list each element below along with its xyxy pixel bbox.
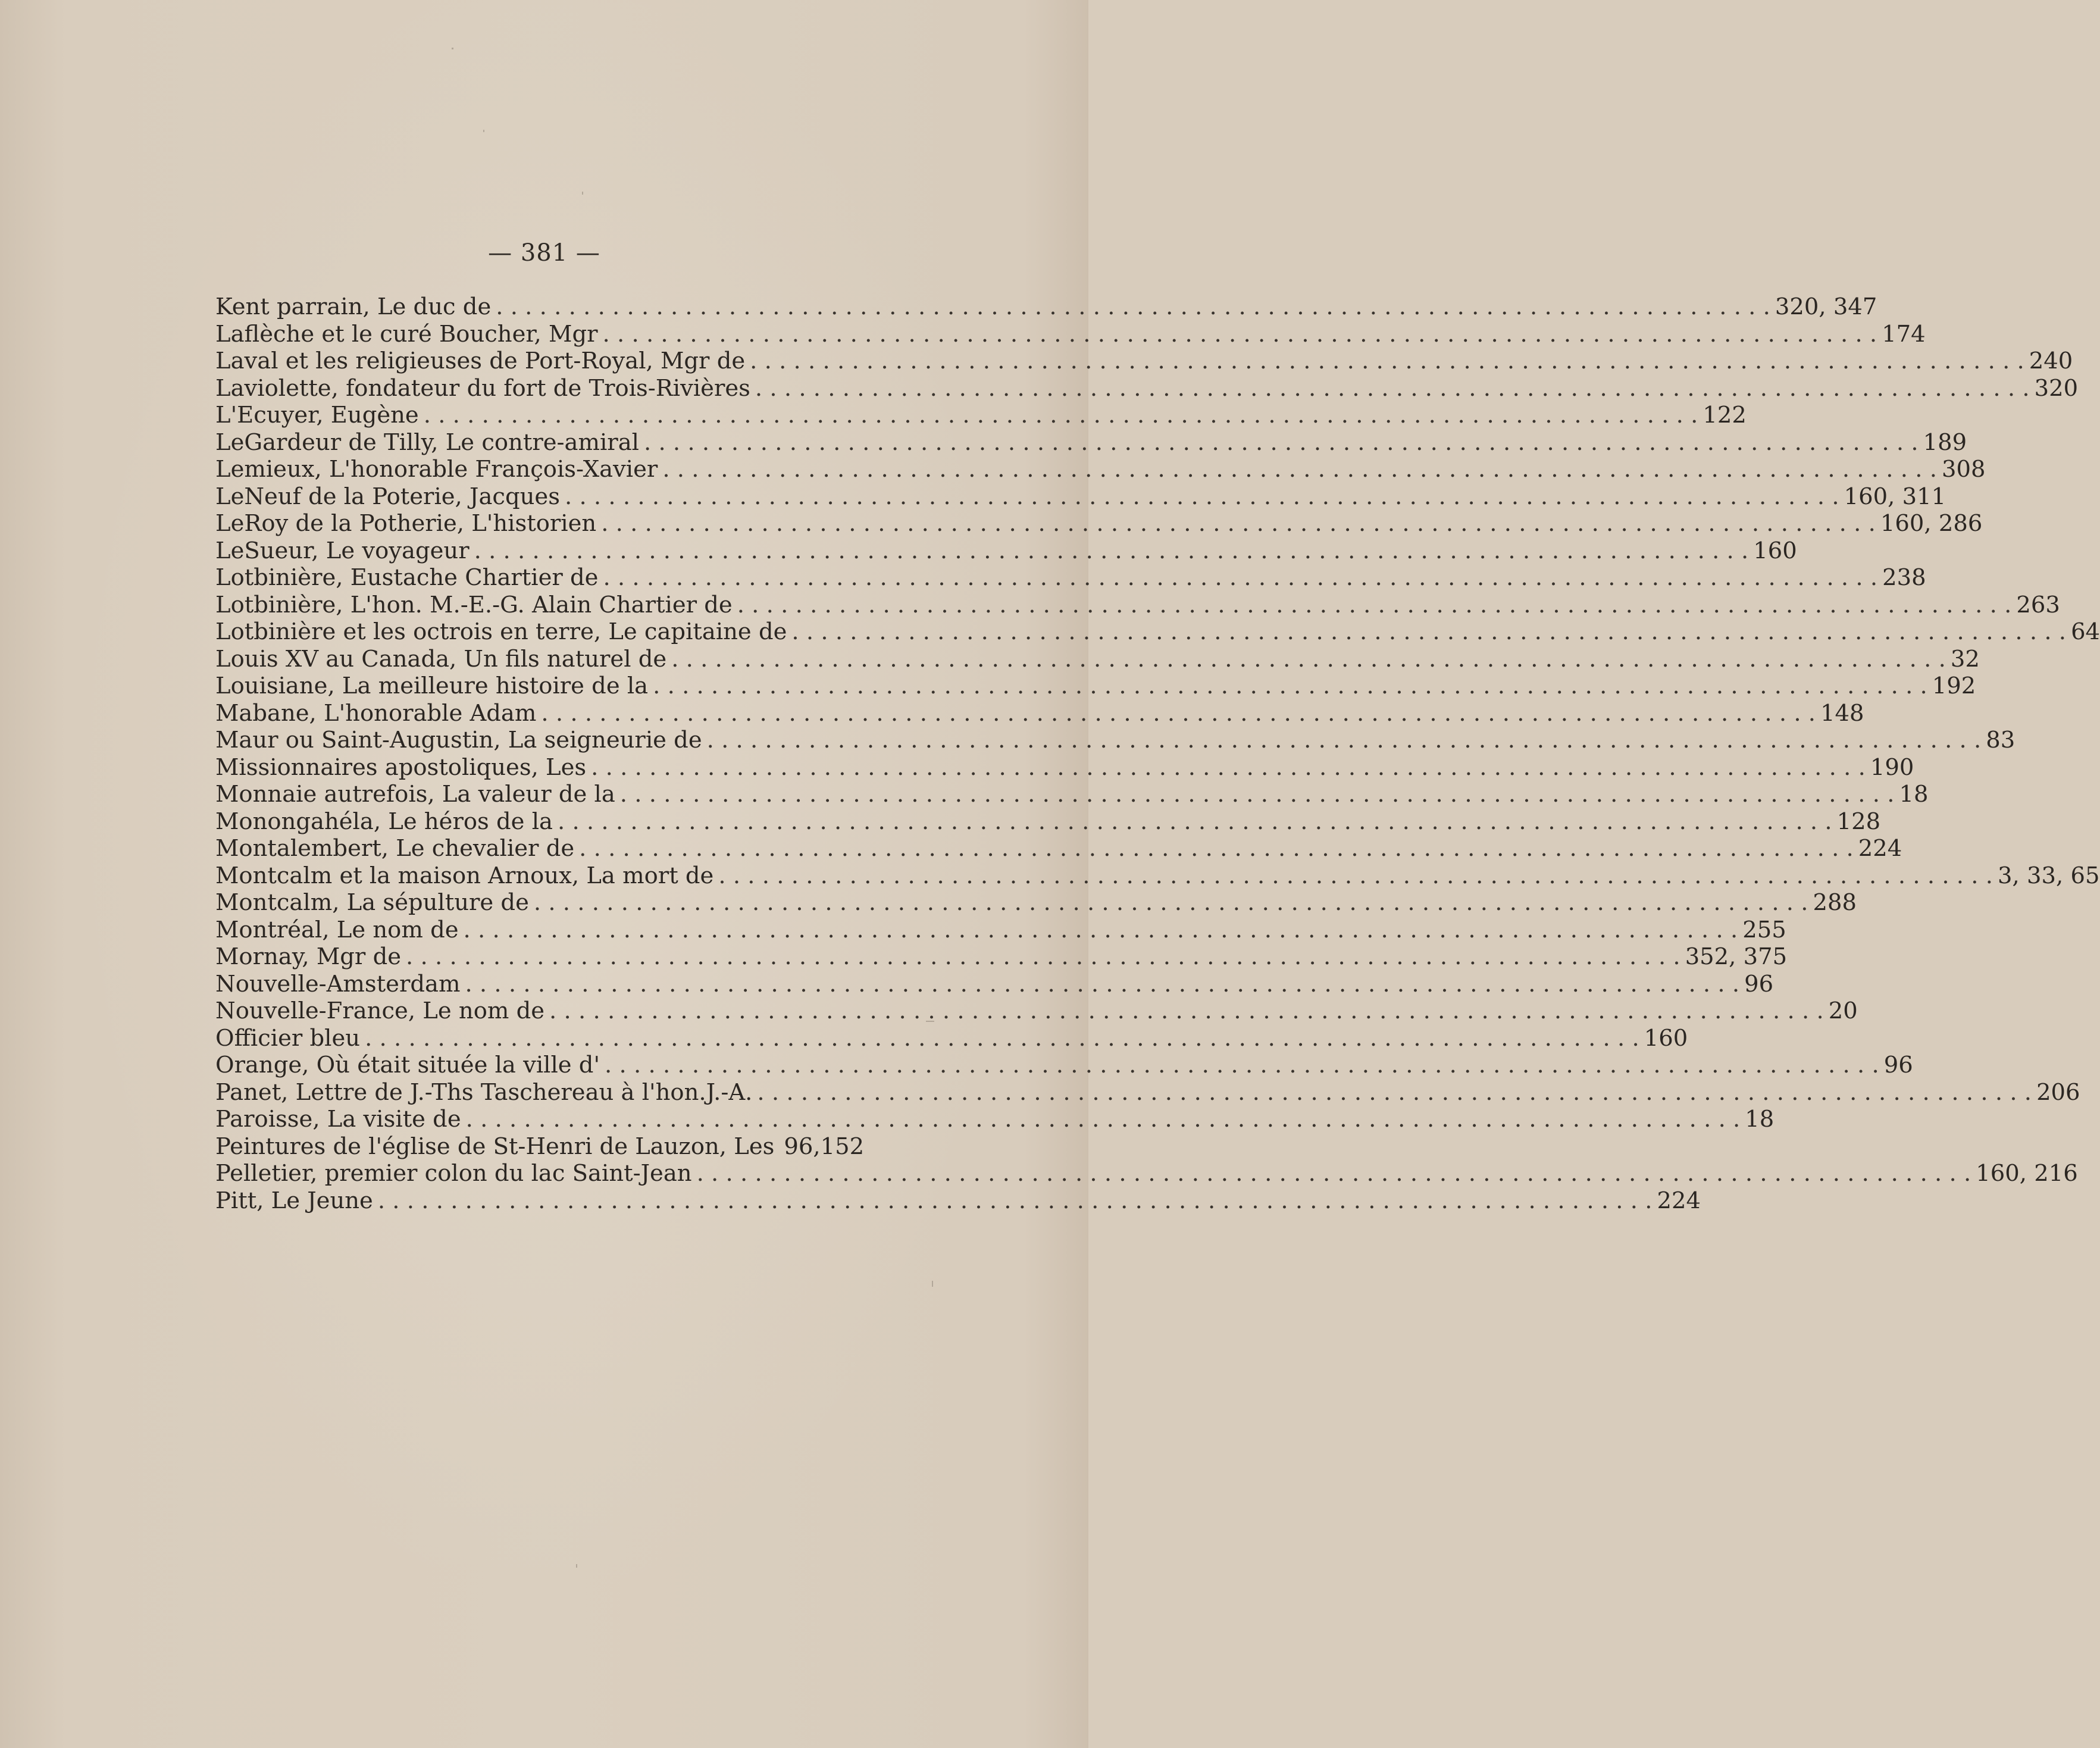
index-entry: [215, 564, 1926, 592]
dot-leader: [591, 754, 1866, 781]
entry-pages: 320, 347: [1774, 293, 1877, 320]
entry-pages: 206: [2036, 1078, 2080, 1106]
entry-title: LeGardeur de Tilly, Le contre-amiral: [215, 429, 639, 456]
speck: [582, 192, 583, 195]
index-entry: [215, 808, 1881, 836]
index-entry: [215, 835, 1902, 862]
dot-leader: [718, 862, 1993, 890]
entry-pages: 224: [1858, 835, 1902, 862]
entry-pages: 308: [1941, 456, 1986, 483]
dot-leader: [534, 889, 1808, 917]
dot-leader: [464, 917, 1738, 944]
entry-title: Officier bleu: [215, 1024, 361, 1052]
index-entry: [215, 591, 2060, 619]
entry-pages: 160: [1644, 1024, 1688, 1052]
dot-leader: [791, 618, 2066, 646]
index-entry: [215, 320, 1926, 348]
entry-title: Monnaie autrefois, La valeur de la: [215, 781, 615, 808]
entry-pages: 96: [1744, 970, 1774, 997]
index-entry: [215, 727, 2016, 754]
entry-pages: 96,152: [784, 1133, 865, 1160]
entry-pages: 148: [1820, 699, 1864, 727]
entry-title: Panet, Lettre de J.-Ths Taschereau à l'hon.J.-A.: [215, 1078, 753, 1106]
index-entry: [215, 862, 2100, 890]
entry-pages: 320: [2034, 374, 2079, 402]
dot-leader: [496, 293, 1770, 321]
index-entry: [215, 1187, 1701, 1215]
page-number: — 381 —: [488, 239, 600, 267]
entry-title: Missionnaires apostoliques, Les: [215, 753, 587, 781]
entry-title: Louis XV au Canada, Un fils naturel de: [215, 645, 667, 673]
index-entry: [215, 753, 1914, 781]
entry-title: Nouvelle-France, Le nom de: [215, 997, 545, 1024]
entry-pages: 18: [1899, 781, 1929, 808]
speck: [926, 1021, 934, 1022]
entry-pages: 263: [2016, 591, 2060, 618]
entry-pages: 160, 286: [1880, 510, 1983, 537]
entry-pages: 96: [1883, 1052, 1913, 1078]
entry-title: Lotbinière, Eustache Chartier de: [215, 564, 599, 591]
dot-leader: [406, 943, 1680, 971]
entry-pages: 190: [1870, 753, 1914, 781]
index-entry: [215, 537, 1797, 565]
entry-title: Paroisse, La visite de: [215, 1106, 461, 1133]
entry-title: Monongahéla, Le héros de la: [215, 808, 553, 835]
entry-title: Pitt, Le Jeune: [215, 1187, 373, 1214]
entry-pages: 192: [1932, 673, 1976, 699]
dot-leader: [697, 1160, 1971, 1187]
index-entry: [215, 1024, 1688, 1052]
index-entry: [215, 1078, 2080, 1106]
dot-leader: [757, 1079, 2032, 1106]
entry-pages: 64: [2071, 618, 2100, 645]
entry-title: Montcalm, La sépulture de: [215, 889, 529, 916]
index-entry: [215, 348, 2073, 375]
entry-title: Laflèche et le curé Boucher, Mgr: [215, 320, 598, 348]
index-list: [215, 293, 2100, 1214]
index-entry: [215, 1106, 1774, 1133]
entry-pages: 238: [1882, 564, 1926, 591]
entry-title: Lotbinière et les octrois en terre, Le capitaine de: [215, 618, 787, 645]
dot-leader: [579, 835, 1854, 862]
entry-pages: 122: [1702, 402, 1747, 429]
entry-title: Montalembert, Le chevalier de: [215, 835, 575, 862]
index-entry: [215, 510, 1983, 537]
entry-pages: 20: [1828, 997, 1858, 1024]
dot-leader: [737, 592, 2012, 619]
dot-leader: [474, 537, 1749, 565]
dot-leader: [644, 429, 1919, 456]
entry-title: Kent parrain, Le duc de: [215, 293, 492, 320]
entry-title: Laval et les religieuses de Port-Royal, Mgr de: [215, 348, 746, 374]
dot-leader: [707, 727, 1982, 754]
index-entry: [215, 916, 1786, 944]
dot-leader: [565, 483, 1839, 511]
entry-pages: 128: [1836, 808, 1881, 835]
entry-title: Orange, Où était située la ville d': [215, 1052, 600, 1078]
entry-title: Nouvelle-Amsterdam: [215, 970, 461, 997]
speck: [483, 130, 484, 132]
entry-title: LeRoy de la Potherie, L'historien: [215, 510, 597, 537]
dot-leader: [466, 1106, 1741, 1133]
dot-leader: [558, 808, 1832, 836]
entry-title: L'Ecuyer, Eugène: [215, 402, 419, 429]
index-entry: [215, 483, 1946, 511]
dot-leader: [603, 321, 1877, 348]
entry-title: Maur ou Saint-Augustin, La seigneurie de: [215, 727, 702, 753]
entry-pages: 255: [1742, 916, 1786, 943]
entry-pages: 160, 216: [1976, 1160, 2078, 1187]
entry-title: LeSueur, Le voyageur: [215, 537, 470, 564]
entry-title: Montcalm et la maison Arnoux, La mort de: [215, 862, 714, 889]
entry-title: Lemieux, L'honorable François-Xavier: [215, 456, 658, 483]
index-entry: [215, 781, 1929, 808]
entry-title: Louisiane, La meilleure histoire de la: [215, 673, 649, 699]
entry-title: Lotbinière, L'hon. M.-E.-G. Alain Chartier de: [215, 591, 733, 618]
entry-title: Mabane, L'honorable Adam: [215, 699, 537, 727]
dot-leader: [755, 375, 2030, 402]
entry-title: Laviolette, fondateur du fort de Trois-Rivières: [215, 374, 750, 402]
index-entry: [215, 673, 1976, 700]
index-entry: [215, 456, 1986, 483]
entry-pages: 352, 375: [1685, 943, 1788, 970]
entry-title: Mornay, Mgr de: [215, 943, 402, 970]
index-entry: [215, 1133, 865, 1161]
index-entry: [215, 1052, 1913, 1079]
dot-leader: [601, 510, 1876, 537]
index-entry: [215, 943, 1788, 971]
entry-title: LeNeuf de la Poterie, Jacques: [215, 483, 560, 510]
index-entry: [215, 645, 1980, 673]
index-entry: [215, 1160, 2078, 1187]
entry-pages: 160: [1753, 537, 1797, 564]
dot-leader: [549, 997, 1824, 1025]
dot-leader: [365, 1025, 1639, 1052]
dot-leader: [671, 646, 1946, 673]
index-entry: [215, 429, 1967, 456]
dot-leader: [465, 971, 1739, 998]
dot-leader: [378, 1187, 1653, 1215]
index-entry: [215, 699, 1864, 727]
dot-leader: [662, 456, 1937, 483]
entry-pages: 288: [1813, 889, 1857, 916]
entry-title: Montréal, Le nom de: [215, 916, 459, 943]
index-entry: [215, 618, 2100, 646]
index-entry: [215, 970, 1774, 998]
entry-pages: 160, 311: [1844, 483, 1946, 510]
entry-pages: 224: [1657, 1187, 1701, 1214]
entry-pages: 240: [2029, 348, 2073, 374]
dot-leader: [424, 402, 1698, 429]
dot-leader: [541, 700, 1816, 727]
speck: [576, 1564, 577, 1568]
entry-title: Peintures de l'église de St-Henri de Lauzon, Les: [215, 1133, 775, 1160]
dot-leader: [603, 564, 1877, 592]
entry-pages: 18: [1745, 1106, 1774, 1133]
entry-pages: 83: [1986, 727, 2016, 753]
dot-leader: [620, 781, 1895, 808]
index-entry: [215, 374, 2079, 402]
index-entry: [215, 402, 1747, 429]
speck: [932, 1281, 933, 1287]
speck: [452, 48, 453, 49]
entry-pages: 3, 33, 65: [1998, 862, 2100, 889]
dot-leader: [605, 1052, 1879, 1079]
dot-leader: [750, 348, 2024, 375]
entry-pages: 32: [1950, 645, 1980, 673]
entry-pages: 174: [1882, 320, 1926, 348]
dot-leader: [653, 673, 1927, 700]
index-entry: [215, 997, 1858, 1025]
index-entry: [215, 293, 1877, 321]
index-entry: [215, 889, 1857, 917]
entry-pages: 189: [1923, 429, 1967, 456]
entry-title: Pelletier, premier colon du lac Saint-Jean: [215, 1160, 692, 1187]
